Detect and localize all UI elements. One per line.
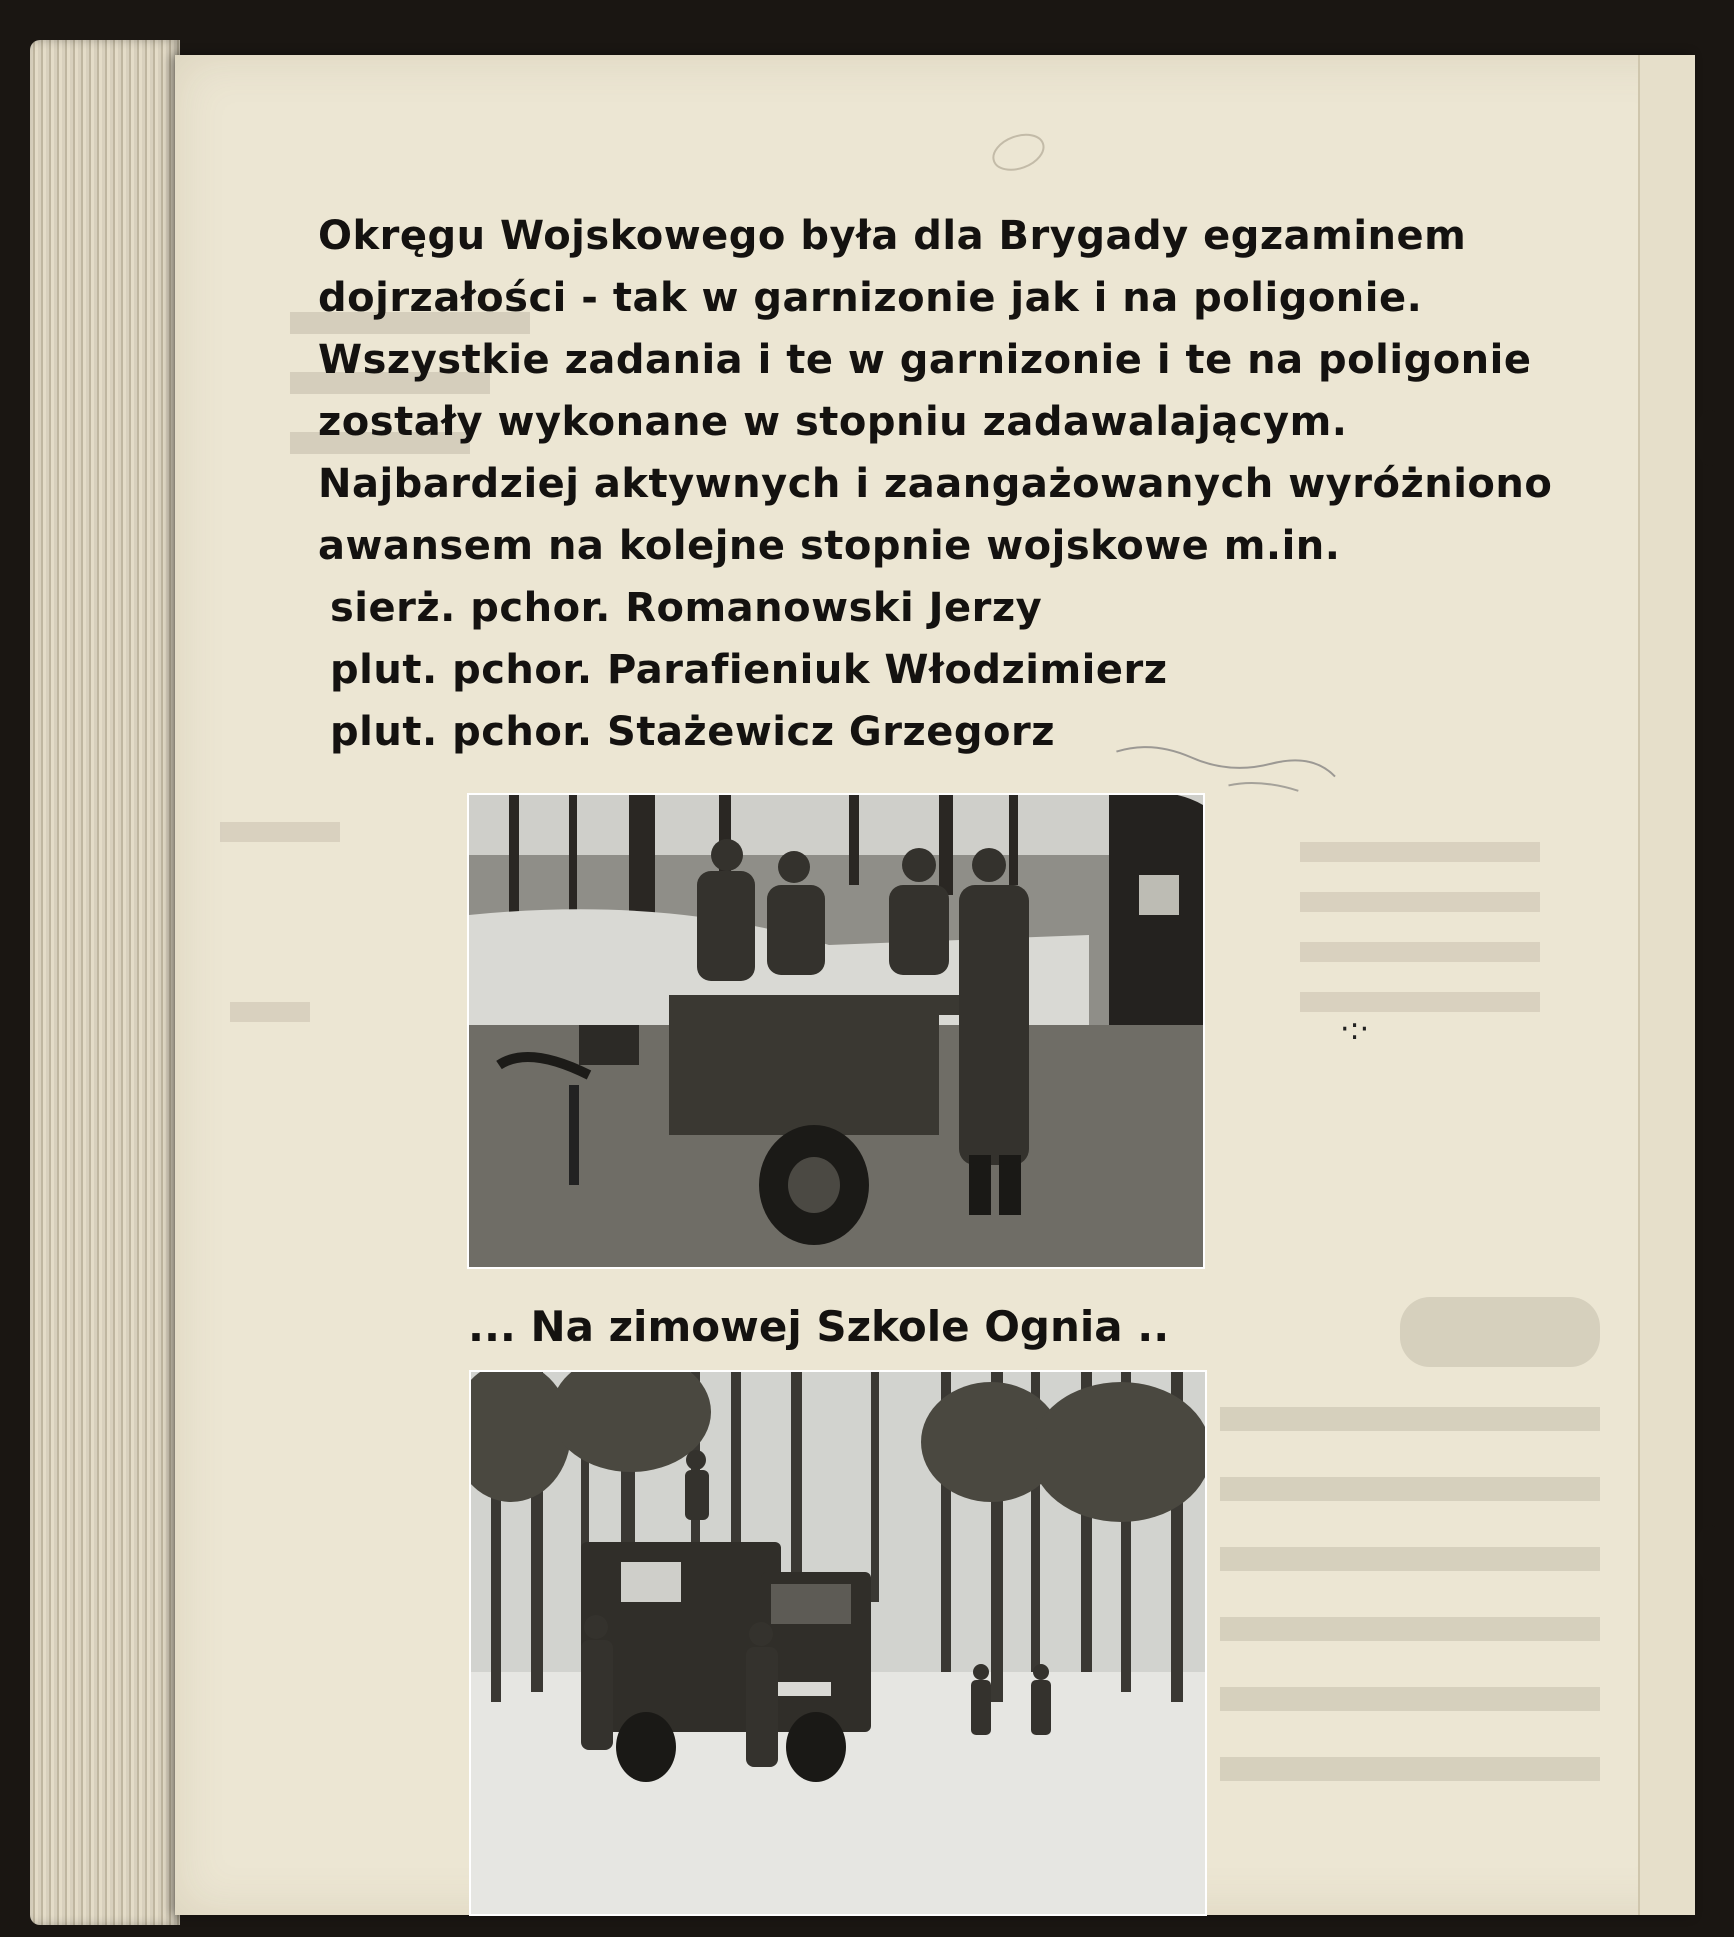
- binder-hole-bottom: [1695, 1525, 1725, 1581]
- photo-field-kitchen: [467, 793, 1205, 1269]
- text-line: Wszystkie zadania i te w garnizonie i te na poligonie: [318, 337, 1532, 383]
- promotion-line: plut. pchor. Stażewicz Grzegorz: [330, 709, 1056, 755]
- text-line: Najbardziej aktywnych i zaangażowanych wyróżniono: [318, 461, 1553, 507]
- photo-caption: ... Na zimowej Szkole Ognia ..: [468, 1302, 1170, 1351]
- bleedthrough-text-bottom: [1200, 1225, 1648, 1844]
- handwritten-paragraph: [318, 205, 1568, 763]
- promotion-line: plut. pchor. Parafieniuk Włodzimierz: [330, 647, 1168, 693]
- promotion-line: sierż. pchor. Romanowski Jerzy: [330, 585, 1043, 631]
- text-line: awansem na kolejne stopnie wojskowe m.in.: [318, 523, 1341, 569]
- book-page-stack: [30, 40, 180, 1925]
- photo-military-truck: [469, 1370, 1207, 1916]
- text-line: dojrzałości - tak w garnizonie jak i na poligonie.: [318, 275, 1423, 321]
- text-line: zostały wykonane w stopniu zadawalającym.: [318, 399, 1348, 445]
- binder-hole-top: [1695, 410, 1725, 466]
- text-line: Okręgu Wojskowego była dla Brygady egzaminem: [318, 213, 1467, 259]
- ink-dots: ·:·: [1340, 1012, 1370, 1047]
